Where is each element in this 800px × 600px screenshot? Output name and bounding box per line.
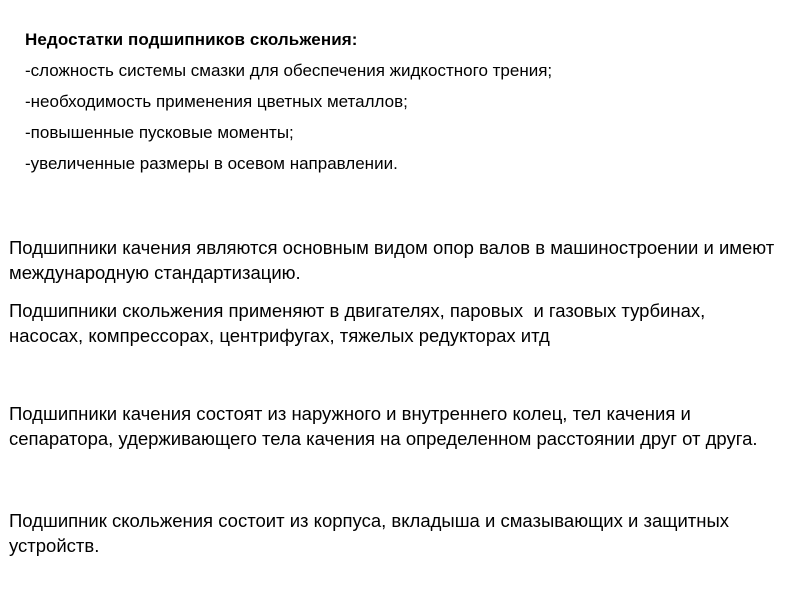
disadvantages-block: [25, 30, 765, 185]
paragraph-rolling-bearings-usage: Подшипники качения являются основным видом опор валов в машиностроении и имеют международную стандартизацию.: [9, 237, 775, 283]
disadvantage-item-2: -необходимость применения цветных металлов;: [25, 92, 408, 111]
disadvantage-item-3: -повышенные пусковые моменты;: [25, 123, 294, 142]
paragraph-sliding-bearing-structure: Подшипник скольжения состоит из корпуса, вкладыша и смазывающих и защитных устройств.: [9, 510, 730, 556]
paragraph-sliding-bearings-applications: Подшипники скольжения применяют в двигателях, паровых и газовых турбинах, насосах, компрессорах, центрифугах, тяжелых редукторах итд: [9, 300, 711, 346]
disadvantages-heading: Недостатки подшипников скольжения:: [25, 30, 358, 49]
disadvantage-item-1: -сложность системы смазки для обеспечения жидкостного трения;: [25, 61, 553, 80]
paragraph-rolling-bearings-structure: Подшипники качения состоят из наружного и внутреннего колец, тел качения и сепаратора, удерживающего тела качения на определенном расстоянии друг от друга.: [9, 403, 758, 449]
disadvantage-item-4: -увеличенные размеры в осевом направлении.: [25, 154, 398, 173]
